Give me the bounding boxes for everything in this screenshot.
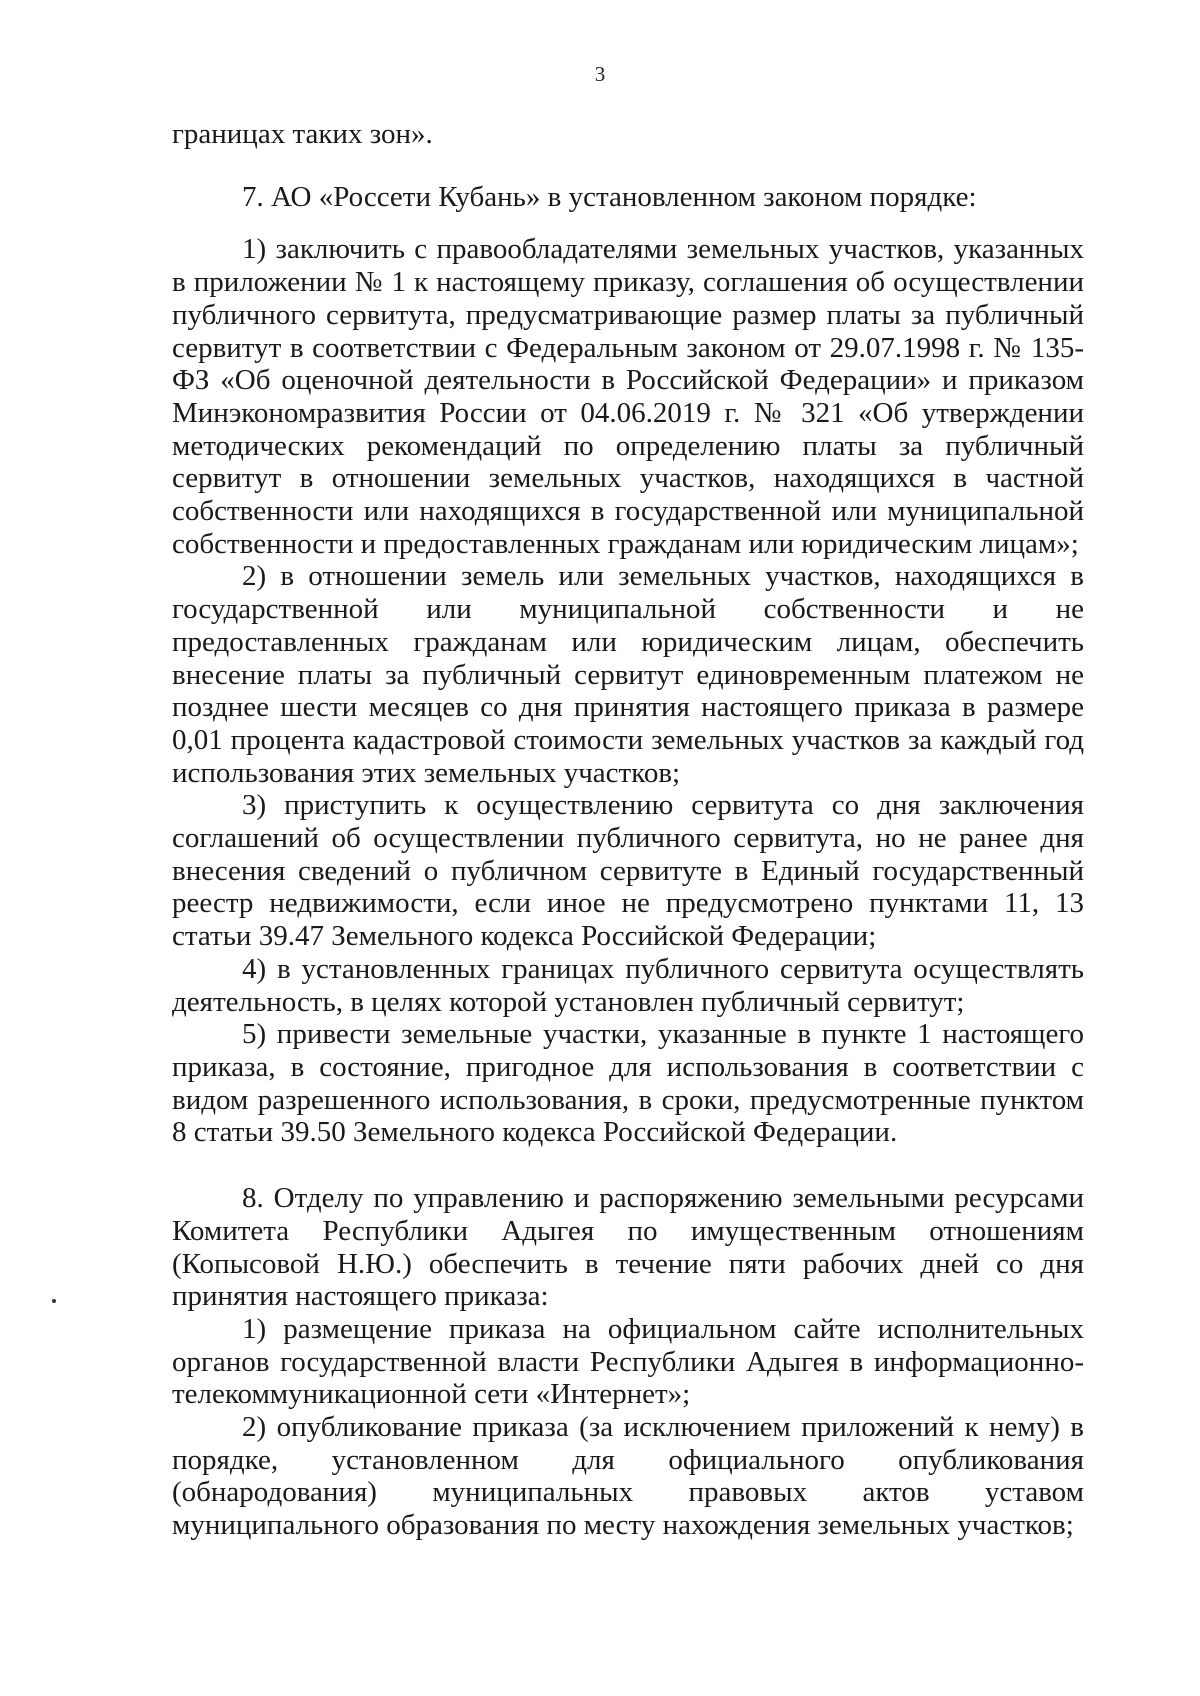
continuation-text: границах таких зон».: [172, 118, 433, 150]
section-7-item-1: 1) заключить с правообладателями земельных участков, указанных в приложении № 1 к настоящему приказу, соглашения об осуществлении публичного сервитута, предусматривающие размер платы за публичный сервитут в соответствии с Федеральным законом от 29.07.1998 г. № 135-ФЗ «Об оценочной деятельности в Российской Федерации» и приказом Минэкономразвития России от 04.06.2019 г. № 321 «Об утверждении методических рекомендаций по определению платы за публичный сервитут в отношении земельных участков, находящихся в частной собственности или находящихся в государственной или муниципальной собственности и предоставленных гражданам или юридическим лицам»;: [172, 233, 1084, 560]
section-7-item-3: 3) приступить к осуществлению сервитута со дня заключения соглашений об осуществлении публичного сервитута, но не ранее дня внесения сведений о публичном сервитуте в Единый государственный реестр недвижимости, если иное не предусмотрено пунктами 11, 13 статьи 39.47 Земельного кодекса Российской Федерации;: [172, 789, 1084, 953]
section-8-heading: 8. Отделу по управлению и распоряжению земельными ресурсами Комитета Республики Адыгея по имущественным отношениям (Копысовой Н.Ю.) обеспечить в течение пяти рабочих дней со дня принятия настоящего приказа:: [172, 1182, 1084, 1313]
section-7-heading: 7. АО «Россети Кубань» в установленном законом порядке:: [242, 180, 977, 213]
section-7-item-2: 2) в отношении земель или земельных участков, находящихся в государственной или муниципальной собственности и не предоставленных гражданам или юридическим лицам, обеспечить внесение платы за публичный сервитут единовременным платежом не позднее шести месяцев со дня принятия настоящего приказа в размере 0,01 процента кадастровой стоимости земельных участков за каждый год использования этих земельных участков;: [172, 560, 1084, 789]
document-body: [172, 118, 1084, 1542]
section-7-item-4: 4) в установленных границах публичного сервитута осуществлять деятельность, в целях которой установлен публичный сервитут;: [172, 952, 1084, 1018]
section-7-item-5: 5) привести земельные участки, указанные в пункте 1 настоящего приказа, в состояние, пригодное для использования в соответствии с видом разрешенного использования, в сроки, предусмотренные пунктом 8 статьи 39.50 Земельного кодекса Российской Федерации.: [172, 1018, 1084, 1149]
section-8-item-1: 1) размещение приказа на официальном сайте исполнительных органов государственной власти Республики Адыгея в информационно-телекоммуникационной сети «Интернет»;: [172, 1312, 1084, 1411]
section-8-item-2: 2) опубликование приказа (за исключением приложений к нему) в порядке, установленном для официального опубликования (обнародования) муниципальных правовых актов уставом муниципального образования по месту нахождения земельных участков;: [172, 1411, 1084, 1542]
scan-artifact-dot: [52, 1299, 56, 1303]
page-number: 3: [594, 62, 606, 86]
